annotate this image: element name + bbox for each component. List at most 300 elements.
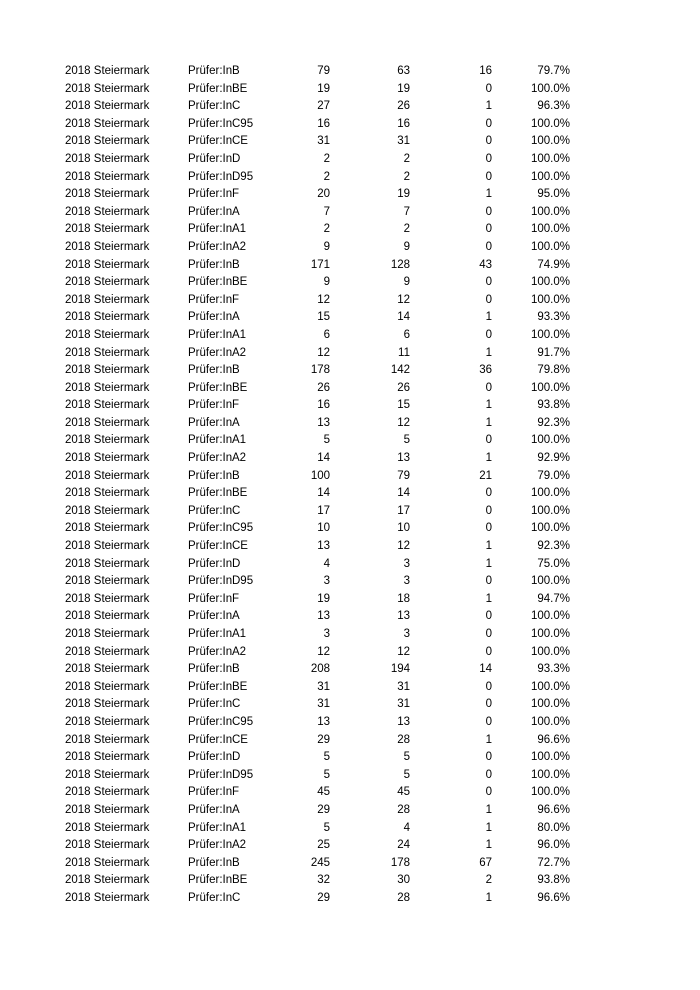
cell-pass-rate: 93.8% xyxy=(537,874,570,887)
cell-year-region: 2018 Steiermark xyxy=(65,223,150,236)
cell-count-failed: 14 xyxy=(479,663,492,676)
cell-count-passed: 4 xyxy=(403,821,410,834)
cell-year-region: 2018 Steiermark xyxy=(65,856,150,869)
cell-examiner-role: Prüfer:In xyxy=(188,293,232,306)
cell-examiner-role: Prüfer:In xyxy=(188,751,232,764)
cell-count-total: 3 xyxy=(323,575,330,588)
cell-licence-category: C xyxy=(232,504,241,517)
cell-licence-category: CE xyxy=(232,135,248,148)
cell-count-passed: 194 xyxy=(390,663,410,676)
cell-examiner-role: Prüfer:In xyxy=(188,680,232,693)
cell-pass-rate: 100.0% xyxy=(530,645,570,658)
cell-year-region: 2018 Steiermark xyxy=(65,276,150,289)
cell-count-failed: 2 xyxy=(485,874,492,887)
cell-count-failed: 0 xyxy=(485,680,492,693)
cell-count-passed: 63 xyxy=(397,65,410,77)
cell-count-failed: 0 xyxy=(485,628,492,640)
cell-pass-rate: 94.7% xyxy=(537,592,570,605)
cell-examiner-role: Prüfer:In xyxy=(188,276,232,289)
cell-count-total: 6 xyxy=(323,328,330,341)
table-row xyxy=(65,520,570,538)
cell-examiner-role: Prüfer:In xyxy=(188,328,232,341)
cell-pass-rate: 96.6% xyxy=(537,733,570,746)
table-row xyxy=(65,556,570,574)
table-row xyxy=(65,485,570,503)
cell-count-passed: 5 xyxy=(403,768,410,781)
cell-count-failed: 21 xyxy=(479,469,492,482)
table-row xyxy=(65,608,570,626)
cell-year-region: 2018 Steiermark xyxy=(65,557,150,570)
cell-licence-category: A2 xyxy=(232,839,247,852)
cell-count-total: 13 xyxy=(317,540,330,553)
cell-count-failed: 67 xyxy=(479,856,492,869)
cell-count-passed: 30 xyxy=(397,874,410,887)
cell-count-failed: 0 xyxy=(485,293,492,306)
table-row xyxy=(65,644,570,662)
cell-licence-category: BE xyxy=(232,874,248,887)
cell-examiner-role: Prüfer:In xyxy=(188,65,232,77)
cell-count-total: 16 xyxy=(317,399,330,412)
cell-pass-rate: 100.0% xyxy=(530,628,570,640)
cell-examiner-role: Prüfer:In xyxy=(188,786,232,799)
cell-count-passed: 14 xyxy=(397,311,410,324)
cell-year-region: 2018 Steiermark xyxy=(65,610,150,623)
cell-licence-category: A xyxy=(232,803,240,816)
cell-count-total: 79 xyxy=(317,65,330,77)
cell-count-passed: 28 xyxy=(397,733,410,746)
cell-pass-rate: 100.0% xyxy=(530,610,570,623)
cell-licence-category: A xyxy=(232,416,240,429)
cell-pass-rate: 100.0% xyxy=(530,82,570,95)
cell-count-total: 26 xyxy=(317,381,330,394)
cell-count-failed: 0 xyxy=(485,698,492,711)
cell-licence-category: CE xyxy=(232,540,248,553)
cell-count-total: 171 xyxy=(310,258,330,271)
cell-examiner-role: Prüfer:In xyxy=(188,117,232,130)
table-row xyxy=(65,239,570,257)
cell-count-failed: 1 xyxy=(485,540,492,553)
cell-count-failed: 1 xyxy=(485,100,492,113)
cell-count-failed: 1 xyxy=(485,733,492,746)
cell-count-failed: 36 xyxy=(479,364,492,377)
cell-examiner-role: Prüfer:In xyxy=(188,135,232,148)
cell-examiner-role: Prüfer:In xyxy=(188,856,232,869)
cell-count-passed: 19 xyxy=(397,82,410,95)
cell-count-failed: 0 xyxy=(485,786,492,799)
cell-count-failed: 0 xyxy=(485,223,492,236)
cell-count-passed: 9 xyxy=(403,240,410,253)
cell-licence-category: C95 xyxy=(232,715,254,728)
cell-licence-category: D95 xyxy=(232,575,254,588)
cell-examiner-role: Prüfer:In xyxy=(188,188,232,201)
table-row xyxy=(65,292,570,310)
cell-year-region: 2018 Steiermark xyxy=(65,170,150,183)
cell-licence-category: D95 xyxy=(232,768,254,781)
cell-year-region: 2018 Steiermark xyxy=(65,733,150,746)
table-row xyxy=(65,221,570,239)
cell-examiner-role: Prüfer:In xyxy=(188,364,232,377)
cell-licence-category: B xyxy=(232,65,240,77)
cell-count-total: 5 xyxy=(323,751,330,764)
cell-examiner-role: Prüfer:In xyxy=(188,205,232,218)
cell-year-region: 2018 Steiermark xyxy=(65,698,150,711)
cell-count-passed: 13 xyxy=(397,715,410,728)
cell-year-region: 2018 Steiermark xyxy=(65,399,150,412)
cell-count-failed: 0 xyxy=(485,434,492,447)
cell-examiner-role: Prüfer:In xyxy=(188,381,232,394)
cell-count-total: 2 xyxy=(323,152,330,165)
cell-pass-rate: 100.0% xyxy=(530,522,570,535)
table-row xyxy=(65,450,570,468)
cell-count-failed: 0 xyxy=(485,135,492,148)
cell-licence-category: A xyxy=(232,311,240,324)
cell-count-failed: 0 xyxy=(485,328,492,341)
cell-examiner-role: Prüfer:In xyxy=(188,575,232,588)
cell-count-passed: 31 xyxy=(397,680,410,693)
cell-licence-category: A1 xyxy=(232,821,247,834)
cell-licence-category: C xyxy=(232,100,241,113)
cell-examiner-role: Prüfer:In xyxy=(188,504,232,517)
cell-year-region: 2018 Steiermark xyxy=(65,680,150,693)
cell-licence-category: B xyxy=(232,469,240,482)
table-row xyxy=(65,696,570,714)
cell-count-passed: 3 xyxy=(403,575,410,588)
cell-examiner-role: Prüfer:In xyxy=(188,416,232,429)
cell-count-failed: 43 xyxy=(479,258,492,271)
cell-examiner-role: Prüfer:In xyxy=(188,715,232,728)
cell-pass-rate: 100.0% xyxy=(530,680,570,693)
cell-year-region: 2018 Steiermark xyxy=(65,152,150,165)
cell-licence-category: D xyxy=(232,557,241,570)
cell-count-passed: 13 xyxy=(397,452,410,465)
cell-pass-rate: 100.0% xyxy=(530,117,570,130)
cell-examiner-role: Prüfer:In xyxy=(188,399,232,412)
cell-year-region: 2018 Steiermark xyxy=(65,522,150,535)
cell-count-passed: 12 xyxy=(397,645,410,658)
cell-licence-category: B xyxy=(232,364,240,377)
cell-licence-category: BE xyxy=(232,680,248,693)
cell-licence-category: A1 xyxy=(232,628,247,640)
cell-year-region: 2018 Steiermark xyxy=(65,540,150,553)
cell-pass-rate: 100.0% xyxy=(530,715,570,728)
cell-licence-category: C xyxy=(232,698,241,711)
cell-count-total: 20 xyxy=(317,188,330,201)
cell-year-region: 2018 Steiermark xyxy=(65,575,150,588)
cell-year-region: 2018 Steiermark xyxy=(65,434,150,447)
cell-count-total: 4 xyxy=(323,557,330,570)
cell-licence-category: A2 xyxy=(232,240,247,253)
cell-count-passed: 17 xyxy=(397,504,410,517)
cell-count-failed: 0 xyxy=(485,276,492,289)
cell-examiner-role: Prüfer:In xyxy=(188,645,232,658)
cell-examiner-role: Prüfer:In xyxy=(188,733,232,746)
table-row xyxy=(65,362,570,380)
cell-pass-rate: 100.0% xyxy=(530,575,570,588)
cell-count-passed: 16 xyxy=(397,117,410,130)
cell-year-region: 2018 Steiermark xyxy=(65,768,150,781)
cell-pass-rate: 100.0% xyxy=(530,293,570,306)
cell-count-failed: 1 xyxy=(485,891,492,904)
cell-count-failed: 1 xyxy=(485,592,492,605)
cell-count-total: 178 xyxy=(310,364,330,377)
cell-examiner-role: Prüfer:In xyxy=(188,223,232,236)
cell-licence-category: BE xyxy=(232,381,248,394)
table-row xyxy=(65,169,570,187)
cell-count-total: 9 xyxy=(323,240,330,253)
table-row xyxy=(65,151,570,169)
cell-year-region: 2018 Steiermark xyxy=(65,364,150,377)
cell-count-total: 13 xyxy=(317,715,330,728)
cell-count-passed: 3 xyxy=(403,557,410,570)
cell-count-passed: 12 xyxy=(397,416,410,429)
cell-count-passed: 19 xyxy=(397,188,410,201)
cell-pass-rate: 93.3% xyxy=(537,311,570,324)
cell-licence-category: A2 xyxy=(232,452,247,465)
cell-examiner-role: Prüfer:In xyxy=(188,821,232,834)
cell-pass-rate: 96.3% xyxy=(537,100,570,113)
cell-pass-rate: 100.0% xyxy=(530,223,570,236)
table-row xyxy=(65,661,570,679)
cell-year-region: 2018 Steiermark xyxy=(65,628,150,640)
cell-year-region: 2018 Steiermark xyxy=(65,293,150,306)
cell-count-failed: 1 xyxy=(485,452,492,465)
cell-pass-rate: 74.9% xyxy=(537,258,570,271)
cell-count-failed: 0 xyxy=(485,487,492,500)
cell-pass-rate: 91.7% xyxy=(537,346,570,359)
table-row xyxy=(65,432,570,450)
cell-year-region: 2018 Steiermark xyxy=(65,891,150,904)
table-row xyxy=(65,802,570,820)
cell-count-failed: 1 xyxy=(485,346,492,359)
table-row xyxy=(65,890,570,908)
cell-count-total: 9 xyxy=(323,276,330,289)
cell-count-total: 5 xyxy=(323,821,330,834)
cell-count-total: 10 xyxy=(317,522,330,535)
cell-examiner-role: Prüfer:In xyxy=(188,768,232,781)
cell-count-passed: 18 xyxy=(397,592,410,605)
cell-examiner-role: Prüfer:In xyxy=(188,452,232,465)
cell-licence-category: B xyxy=(232,663,240,676)
cell-count-failed: 0 xyxy=(485,240,492,253)
cell-count-total: 14 xyxy=(317,487,330,500)
cell-licence-category: CE xyxy=(232,733,248,746)
cell-count-passed: 13 xyxy=(397,610,410,623)
cell-count-passed: 31 xyxy=(397,698,410,711)
cell-year-region: 2018 Steiermark xyxy=(65,311,150,324)
cell-examiner-role: Prüfer:In xyxy=(188,663,232,676)
cell-licence-category: F xyxy=(232,188,240,201)
cell-year-region: 2018 Steiermark xyxy=(65,663,150,676)
cell-count-failed: 1 xyxy=(485,399,492,412)
cell-year-region: 2018 Steiermark xyxy=(65,82,150,95)
cell-pass-rate: 100.0% xyxy=(530,698,570,711)
cell-count-passed: 28 xyxy=(397,891,410,904)
cell-licence-category: B xyxy=(232,258,240,271)
table-row xyxy=(65,345,570,363)
cell-examiner-role: Prüfer:In xyxy=(188,592,232,605)
cell-pass-rate: 72.7% xyxy=(537,856,570,869)
cell-count-failed: 0 xyxy=(485,645,492,658)
cell-year-region: 2018 Steiermark xyxy=(65,100,150,113)
cell-count-passed: 28 xyxy=(397,803,410,816)
cell-pass-rate: 100.0% xyxy=(530,170,570,183)
cell-year-region: 2018 Steiermark xyxy=(65,65,150,77)
cell-licence-category: D95 xyxy=(232,170,254,183)
cell-licence-category: A2 xyxy=(232,645,247,658)
cell-year-region: 2018 Steiermark xyxy=(65,592,150,605)
cell-count-passed: 24 xyxy=(397,839,410,852)
cell-count-total: 13 xyxy=(317,610,330,623)
cell-count-failed: 1 xyxy=(485,557,492,570)
cell-examiner-role: Prüfer:In xyxy=(188,258,232,271)
cell-pass-rate: 100.0% xyxy=(530,504,570,517)
cell-pass-rate: 79.0% xyxy=(537,469,570,482)
cell-examiner-role: Prüfer:In xyxy=(188,628,232,640)
table-row xyxy=(65,767,570,785)
cell-count-failed: 0 xyxy=(485,575,492,588)
table-row xyxy=(65,573,570,591)
cell-count-total: 19 xyxy=(317,82,330,95)
cell-examiner-role: Prüfer:In xyxy=(188,891,232,904)
cell-licence-category: C95 xyxy=(232,117,254,130)
cell-year-region: 2018 Steiermark xyxy=(65,487,150,500)
table-row xyxy=(65,186,570,204)
cell-count-failed: 1 xyxy=(485,839,492,852)
cell-count-passed: 45 xyxy=(397,786,410,799)
cell-examiner-role: Prüfer:In xyxy=(188,469,232,482)
cell-count-passed: 128 xyxy=(390,258,410,271)
table-row xyxy=(65,415,570,433)
table-row xyxy=(65,380,570,398)
cell-count-passed: 2 xyxy=(403,170,410,183)
cell-pass-rate: 79.7% xyxy=(537,65,570,77)
cell-count-failed: 0 xyxy=(485,610,492,623)
table-row xyxy=(65,538,570,556)
cell-licence-category: D xyxy=(232,751,241,764)
cell-licence-category: D xyxy=(232,152,241,165)
cell-licence-category: BE xyxy=(232,487,248,500)
table-row xyxy=(65,679,570,697)
cell-pass-rate: 100.0% xyxy=(530,434,570,447)
cell-pass-rate: 100.0% xyxy=(530,276,570,289)
cell-count-total: 14 xyxy=(317,452,330,465)
cell-count-total: 13 xyxy=(317,416,330,429)
cell-licence-category: A2 xyxy=(232,346,247,359)
cell-count-failed: 0 xyxy=(485,715,492,728)
cell-count-passed: 26 xyxy=(397,381,410,394)
cell-count-total: 5 xyxy=(323,768,330,781)
table-row xyxy=(65,872,570,890)
cell-examiner-role: Prüfer:In xyxy=(188,487,232,500)
cell-year-region: 2018 Steiermark xyxy=(65,188,150,201)
table-row xyxy=(65,309,570,327)
cell-count-failed: 16 xyxy=(479,65,492,77)
cell-licence-category: C95 xyxy=(232,522,254,535)
cell-licence-category: BE xyxy=(232,82,248,95)
cell-licence-category: BE xyxy=(232,276,248,289)
cell-count-total: 245 xyxy=(310,856,330,869)
cell-examiner-role: Prüfer:In xyxy=(188,540,232,553)
cell-count-total: 7 xyxy=(323,205,330,218)
cell-count-failed: 0 xyxy=(485,504,492,517)
cell-count-total: 12 xyxy=(317,645,330,658)
cell-count-total: 27 xyxy=(317,100,330,113)
cell-examiner-role: Prüfer:In xyxy=(188,698,232,711)
cell-count-failed: 1 xyxy=(485,188,492,201)
cell-count-passed: 7 xyxy=(403,205,410,218)
cell-year-region: 2018 Steiermark xyxy=(65,258,150,271)
cell-year-region: 2018 Steiermark xyxy=(65,240,150,253)
cell-pass-rate: 92.3% xyxy=(537,540,570,553)
cell-count-total: 31 xyxy=(317,680,330,693)
cell-pass-rate: 96.6% xyxy=(537,803,570,816)
cell-pass-rate: 92.3% xyxy=(537,416,570,429)
cell-licence-category: A1 xyxy=(232,223,247,236)
table-row xyxy=(65,784,570,802)
table-row xyxy=(65,397,570,415)
table-row xyxy=(65,855,570,873)
cell-count-passed: 12 xyxy=(397,293,410,306)
table-row xyxy=(65,98,570,116)
table-row xyxy=(65,714,570,732)
cell-count-failed: 0 xyxy=(485,381,492,394)
cell-pass-rate: 75.0% xyxy=(537,557,570,570)
cell-licence-category: A xyxy=(232,610,240,623)
cell-examiner-role: Prüfer:In xyxy=(188,346,232,359)
cell-examiner-role: Prüfer:In xyxy=(188,170,232,183)
cell-count-total: 2 xyxy=(323,170,330,183)
cell-pass-rate: 93.8% xyxy=(537,399,570,412)
cell-licence-category: F xyxy=(232,293,240,306)
cell-count-passed: 3 xyxy=(403,628,410,640)
cell-pass-rate: 96.6% xyxy=(537,891,570,904)
cell-count-failed: 0 xyxy=(485,522,492,535)
cell-examiner-role: Prüfer:In xyxy=(188,610,232,623)
cell-pass-rate: 100.0% xyxy=(530,751,570,764)
cell-count-failed: 0 xyxy=(485,82,492,95)
cell-examiner-role: Prüfer:In xyxy=(188,152,232,165)
cell-year-region: 2018 Steiermark xyxy=(65,504,150,517)
cell-pass-rate: 100.0% xyxy=(530,786,570,799)
table-row xyxy=(65,257,570,275)
cell-examiner-role: Prüfer:In xyxy=(188,240,232,253)
cell-count-failed: 0 xyxy=(485,768,492,781)
cell-year-region: 2018 Steiermark xyxy=(65,874,150,887)
cell-year-region: 2018 Steiermark xyxy=(65,803,150,816)
cell-count-total: 2 xyxy=(323,223,330,236)
cell-examiner-role: Prüfer:In xyxy=(188,557,232,570)
table-row xyxy=(65,591,570,609)
cell-count-failed: 0 xyxy=(485,117,492,130)
cell-year-region: 2018 Steiermark xyxy=(65,205,150,218)
cell-count-total: 12 xyxy=(317,293,330,306)
cell-year-region: 2018 Steiermark xyxy=(65,751,150,764)
table-row xyxy=(65,503,570,521)
cell-count-total: 3 xyxy=(323,628,330,640)
cell-count-passed: 31 xyxy=(397,135,410,148)
cell-year-region: 2018 Steiermark xyxy=(65,715,150,728)
cell-count-passed: 26 xyxy=(397,100,410,113)
table-row xyxy=(65,837,570,855)
cell-count-failed: 1 xyxy=(485,821,492,834)
cell-count-failed: 0 xyxy=(485,751,492,764)
cell-count-failed: 1 xyxy=(485,416,492,429)
cell-count-total: 31 xyxy=(317,135,330,148)
cell-count-total: 100 xyxy=(310,469,330,482)
cell-examiner-role: Prüfer:In xyxy=(188,311,232,324)
cell-count-failed: 0 xyxy=(485,170,492,183)
cell-count-total: 208 xyxy=(310,663,330,676)
